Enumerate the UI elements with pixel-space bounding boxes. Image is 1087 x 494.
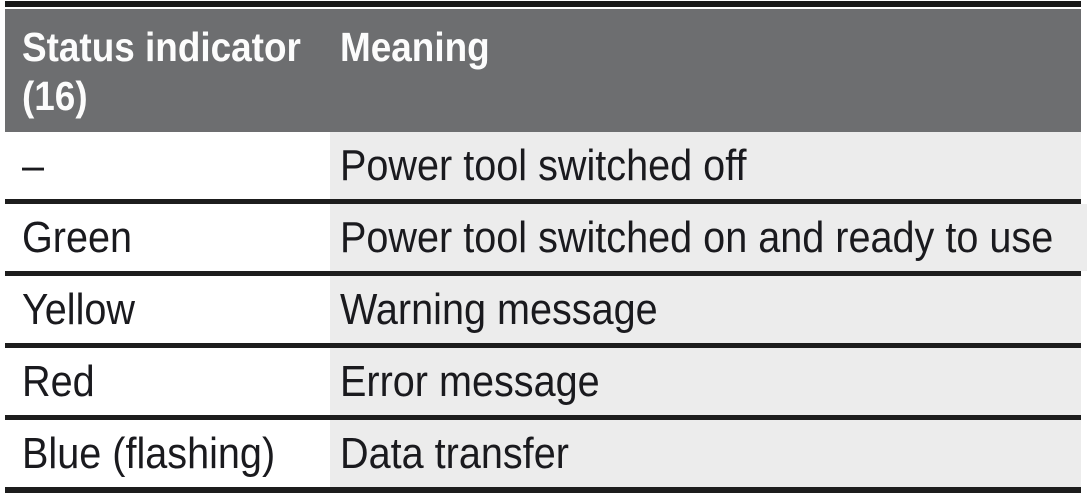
meaning-cell — [330, 420, 1081, 487]
status-indicator-table — [5, 1, 1081, 493]
meaning-value: Data transfer — [340, 428, 569, 478]
indicator-value: Green — [22, 212, 133, 262]
header-status-indicator-line2: (16) — [22, 73, 88, 119]
table-row — [5, 276, 1081, 348]
meaning-value: Power tool switched off — [340, 140, 747, 190]
header-status-indicator-line1: Status indicator — [22, 24, 301, 70]
table-row — [5, 204, 1081, 276]
meaning-value: Warning message — [340, 284, 658, 334]
header-cell-status-indicator — [5, 9, 330, 121]
header-meaning-label: Meaning — [340, 24, 490, 70]
meaning-cell — [330, 132, 1081, 199]
table-header-row — [5, 9, 1081, 132]
header-cell-meaning — [330, 9, 1081, 72]
meaning-value: Power tool switched on and ready to use — [340, 212, 1054, 262]
indicator-value: Red — [22, 356, 95, 406]
indicator-cell — [5, 420, 330, 487]
indicator-cell — [5, 276, 330, 343]
table-row — [5, 132, 1081, 204]
meaning-cell — [330, 276, 1081, 343]
table-top-border — [5, 1, 1081, 7]
meaning-cell — [330, 204, 1087, 271]
meaning-value: Error message — [340, 356, 600, 406]
indicator-cell — [5, 204, 330, 271]
indicator-value: Blue (flashing) — [22, 428, 276, 478]
meaning-cell — [330, 348, 1081, 415]
indicator-cell — [5, 132, 330, 199]
table-row — [5, 420, 1081, 493]
manual-page — [0, 1, 1087, 494]
indicator-cell — [5, 348, 330, 415]
table-row — [5, 348, 1081, 420]
indicator-value: Yellow — [22, 284, 136, 334]
indicator-value: – — [22, 140, 45, 190]
